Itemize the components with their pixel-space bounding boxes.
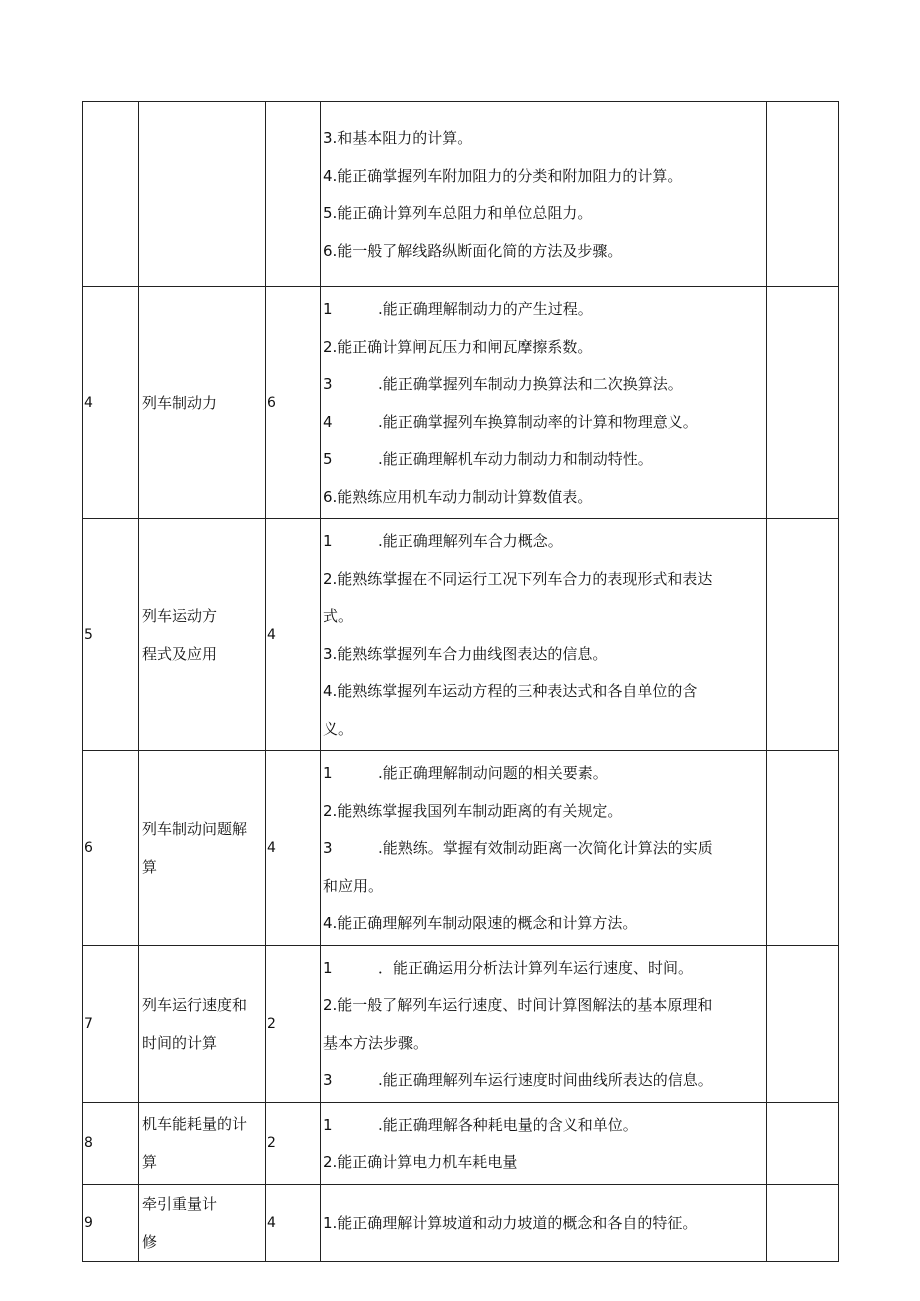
hours-cell: 6 [266,287,321,519]
item-continuation: 式。 [323,607,354,625]
remarks-cell [767,1102,839,1184]
hours-cell: 4 [266,751,321,946]
item-number: 4 [323,412,333,431]
topic-line: 机车能耗量的计 [142,1115,248,1133]
syllabus-table [82,101,839,1262]
table-row [83,519,839,751]
objectives-cell [321,1102,767,1184]
topic-line: 列车制动问题解 [142,819,248,838]
topic-line: 列车制动力 [142,393,218,412]
item-text: .能正确理解制动问题的相关要素。 [378,764,608,782]
topic-cell [139,1184,266,1261]
topic-line: 程式及应用 [142,644,218,663]
objective-item [321,950,766,988]
table-row [83,945,839,1102]
item-continuation: 基本方法步骤。 [323,1033,429,1052]
topic-cell [139,1102,266,1184]
item-text: .能熟练。掌握有效制动距离一次简化计算法的实质 [378,839,713,857]
remarks-cell [767,751,839,946]
objective-item [321,1205,766,1243]
item-continuation: 义。 [323,719,354,738]
objectives-cell [321,751,767,946]
topic-line: 算 [142,857,158,876]
objective-item [321,523,766,561]
item-text: 4.能正确理解列车制动限速的概念和计算方法。 [323,914,638,932]
item-number: 3 [323,1071,333,1089]
objective-item [321,905,766,943]
item-number: 1 [323,958,333,977]
topic-cell [139,102,266,287]
objectives-cell [321,287,767,519]
item-text: 2.能正确计算闸瓦压力和闸瓦摩擦系数。 [323,337,593,356]
remarks-cell [767,102,839,287]
row-number: 9 [83,1184,139,1261]
objective-item [321,479,766,517]
topic-line: 牵引重量计 [142,1194,218,1213]
objective-item [321,404,766,442]
objective-item [321,291,766,329]
objectives-cell [321,1184,767,1261]
table-row [83,287,839,519]
hours-cell: 2 [266,945,321,1102]
objective-item [321,755,766,793]
item-text: .能正确掌握列车制动力换算法和二次换算法。 [378,375,683,393]
item-text: 4.能熟练掌握列车运动方程的三种表达式和各自单位的含 [323,682,698,700]
objective-item [321,366,766,404]
topic-line: 列车运动方 [142,606,218,625]
objective-item [321,830,766,868]
objective-item [321,1144,766,1182]
remarks-cell [767,519,839,751]
row-number: 6 [83,751,139,946]
item-text: 4.能正确掌握列车附加阻力的分类和附加阻力的计算。 [323,166,683,185]
hours-cell: 2 [266,1102,321,1184]
item-text: .能正确理解机车动力制动力和制动特性。 [378,450,653,468]
objective-item [321,636,766,674]
item-number: 3 [323,375,333,393]
item-continuation: 和应用。 [323,876,384,895]
item-text: 2.能熟练掌握我国列车制动距离的有关规定。 [323,801,623,820]
item-number: 1 [323,1115,333,1134]
hours-cell: 4 [266,519,321,751]
remarks-cell [767,945,839,1102]
item-text: .能正确理解制动力的产生过程。 [378,300,593,318]
topic-cell [139,945,266,1102]
objective-item [321,158,766,196]
objectives-cell [321,945,767,1102]
item-number: 1 [323,300,333,318]
topic-line: 时间的计算 [142,1033,218,1052]
item-number: 5 [323,450,333,468]
table-row [83,1184,839,1261]
table-row [83,102,839,287]
item-text: 3.能熟练掌握列车合力曲线图表达的信息。 [323,644,608,663]
remarks-cell [767,1184,839,1261]
item-number: 1 [323,532,333,550]
topic-line: 修 [142,1232,158,1251]
objective-item [321,673,766,711]
item-text: 2.能正确计算电力机车耗电量 [323,1153,518,1171]
objective-item [321,987,766,1025]
objective-item [321,441,766,479]
table-row [83,751,839,946]
item-text: .能正确理解列车运行速度时间曲线所表达的信息。 [378,1071,713,1089]
topic-line: 算 [142,1153,158,1171]
item-text: .能正确理解列车合力概念。 [378,532,563,550]
item-text: 2.能一般了解列车运行速度、时间计算图解法的基本原理和 [323,996,713,1014]
row-number [83,102,139,287]
remarks-cell [767,287,839,519]
table-body [83,102,839,1262]
row-number: 8 [83,1102,139,1184]
objective-item [321,195,766,233]
objectives-cell [321,102,767,287]
item-text: 1.能正确理解计算坡道和动力坡道的概念和各自的特征。 [323,1213,698,1232]
item-text: 6.能一般了解线路纵断面化简的方法及步骤。 [323,241,623,260]
topic-cell [139,519,266,751]
item-text: 6.能熟练应用机车动力制动计算数值表。 [323,487,593,506]
table-row [83,1102,839,1184]
row-number: 5 [83,519,139,751]
objective-item [321,329,766,367]
objective-item [321,793,766,831]
topic-cell [139,751,266,946]
hours-cell [266,102,321,287]
objectives-cell [321,519,767,751]
item-text: .能正确理解各种耗电量的含义和单位。 [378,1115,638,1134]
objective-item [321,561,766,599]
topic-line: 列车运行速度和 [142,995,248,1014]
item-text: .能正确掌握列车换算制动率的计算和物理意义。 [378,412,698,431]
item-text: ．能正确运用分析法计算列车运行速度、时间。 [378,958,694,977]
row-number: 4 [83,287,139,519]
hours-cell: 4 [266,1184,321,1261]
row-number: 7 [83,945,139,1102]
item-text: 3.和基本阻力的计算。 [323,129,473,147]
objective-item [321,1062,766,1100]
item-number: 3 [323,839,333,857]
topic-cell [139,287,266,519]
objective-item [321,120,766,158]
item-text: 5.能正确计算列车总阻力和单位总阻力。 [323,204,593,222]
objective-item [321,1107,766,1145]
item-text: 2.能熟练掌握在不同运行工况下列车合力的表现形式和表达 [323,569,713,588]
objective-item [321,233,766,271]
item-number: 1 [323,764,333,782]
